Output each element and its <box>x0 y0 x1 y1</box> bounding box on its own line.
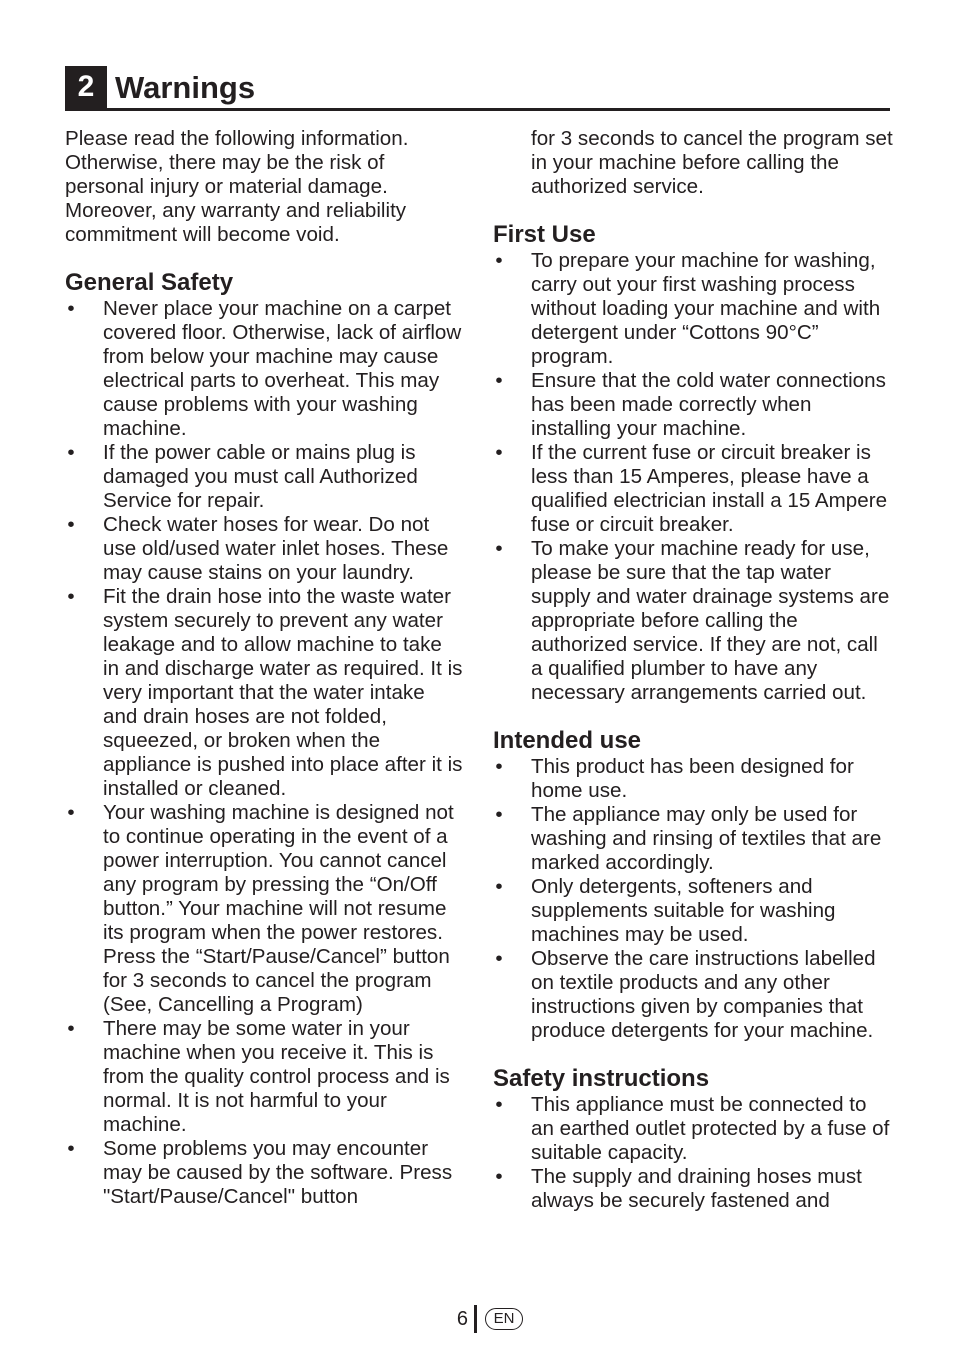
footer-divider <box>474 1305 477 1333</box>
first-use-list <box>493 249 893 705</box>
list-item: • Fit the drain hose into the waste water system securely to prevent any water leakage and to allow machine to take in and discharge water as required. It is very important that the water intake and drain hoses are not folded, squeezed, or broken when the appliance is pushed into place after it is installed or cleaned. <box>65 585 463 801</box>
bullet-icon: • <box>495 1165 503 1188</box>
section-title-intended-use: Intended use <box>493 727 642 754</box>
list-item: • Ensure that the cold water connections has been made correctly when installing your machine. <box>493 369 893 441</box>
chapter-title: Warnings <box>115 70 256 105</box>
bullet-icon: • <box>495 441 503 464</box>
continued-paragraph: for 3 seconds to cancel the program set in your machine before calling the authorized service. <box>531 127 893 198</box>
intro-paragraph: Please read the following information. Otherwise, there may be the risk of personal injury or material damage. Moreover, any warranty and reliability commitment will become void. <box>65 127 409 246</box>
bullet-icon: • <box>67 585 75 608</box>
list-item: • Some problems you may encounter may be caused by the software. Press "Start/Pause/Cancel" button <box>65 1137 463 1209</box>
list-item: • The supply and draining hoses must always be securely fastened and <box>493 1165 893 1213</box>
intended-use-list <box>493 755 893 1043</box>
bullet-icon: • <box>67 441 75 464</box>
section-title-general-safety: General Safety <box>65 269 234 296</box>
bullet-icon: • <box>495 1093 503 1116</box>
section-title-first-use: First Use <box>493 221 596 248</box>
list-item: • There may be some water in your machine when you receive it. This is from the quality control process and is normal. It is not harmful to your machine. <box>65 1017 463 1137</box>
list-item: • Your washing machine is designed not to continue operating in the event of a power interruption. You cannot cancel any program by pressing the “On/Off button.” Your machine will not resume its program when the power restores. Press the “Start/Pause/Cancel” button for 3 seconds to cancel the program (See, Cancelling a Program) <box>65 801 463 1017</box>
chapter-number-badge: 2 <box>65 66 107 108</box>
list-item: • The appliance may only be used for washing and rinsing of textiles that are marked accordingly. <box>493 803 893 875</box>
page-footer <box>0 1305 954 1333</box>
bullet-icon: • <box>495 537 503 560</box>
left-column <box>65 127 463 1209</box>
safety-instructions-list <box>493 1093 893 1213</box>
list-item: • Observe the care instructions labelled on textile products and any other instructions given by companies that produce detergents for your machine. <box>493 947 893 1043</box>
list-item: • This product has been designed for home use. <box>493 755 893 803</box>
bullet-icon: • <box>495 249 503 272</box>
list-item: • This appliance must be connected to an earthed outlet protected by a fuse of suitable capacity. <box>493 1093 893 1165</box>
bullet-icon: • <box>67 801 75 824</box>
bullet-icon: • <box>495 755 503 778</box>
page-number: 6 <box>456 1308 468 1330</box>
chapter-header <box>65 66 890 111</box>
list-item: • Never place your machine on a carpet covered floor. Otherwise, lack of airflow from below your machine may cause electrical parts to overheat. This may cause problems with your washing machine. <box>65 297 463 441</box>
list-item: • To prepare your machine for washing, carry out your first washing process without loading your machine and with detergent under “Cottons 90°C” program. <box>493 249 893 369</box>
bullet-icon: • <box>67 297 75 320</box>
right-column <box>493 127 893 1213</box>
language-badge: EN <box>485 1308 523 1330</box>
list-item: • If the power cable or mains plug is damaged you must call Authorized Service for repair. <box>65 441 463 513</box>
list-item: • If the current fuse or circuit breaker is less than 15 Amperes, please have a qualified electrician install a 15 Ampere fuse or circuit breaker. <box>493 441 893 537</box>
bullet-icon: • <box>495 875 503 898</box>
list-item: • Only detergents, softeners and supplements suitable for washing machines may be used. <box>493 875 893 947</box>
list-item: • Check water hoses for wear. Do not use old/used water inlet hoses. These may cause stains on your laundry. <box>65 513 463 585</box>
bullet-icon: • <box>67 1137 75 1160</box>
bullet-icon: • <box>67 1017 75 1040</box>
bullet-icon: • <box>495 369 503 392</box>
section-title-safety-instructions: Safety instructions <box>493 1065 710 1092</box>
general-safety-list <box>65 297 463 1209</box>
bullet-icon: • <box>495 803 503 826</box>
list-item: • To make your machine ready for use, please be sure that the tap water supply and water drainage systems are appropriate before calling the authorized service. If they are not, call a qualified plumber to have any necessary arrangements carried out. <box>493 537 893 705</box>
bullet-icon: • <box>67 513 75 536</box>
bullet-icon: • <box>495 947 503 970</box>
